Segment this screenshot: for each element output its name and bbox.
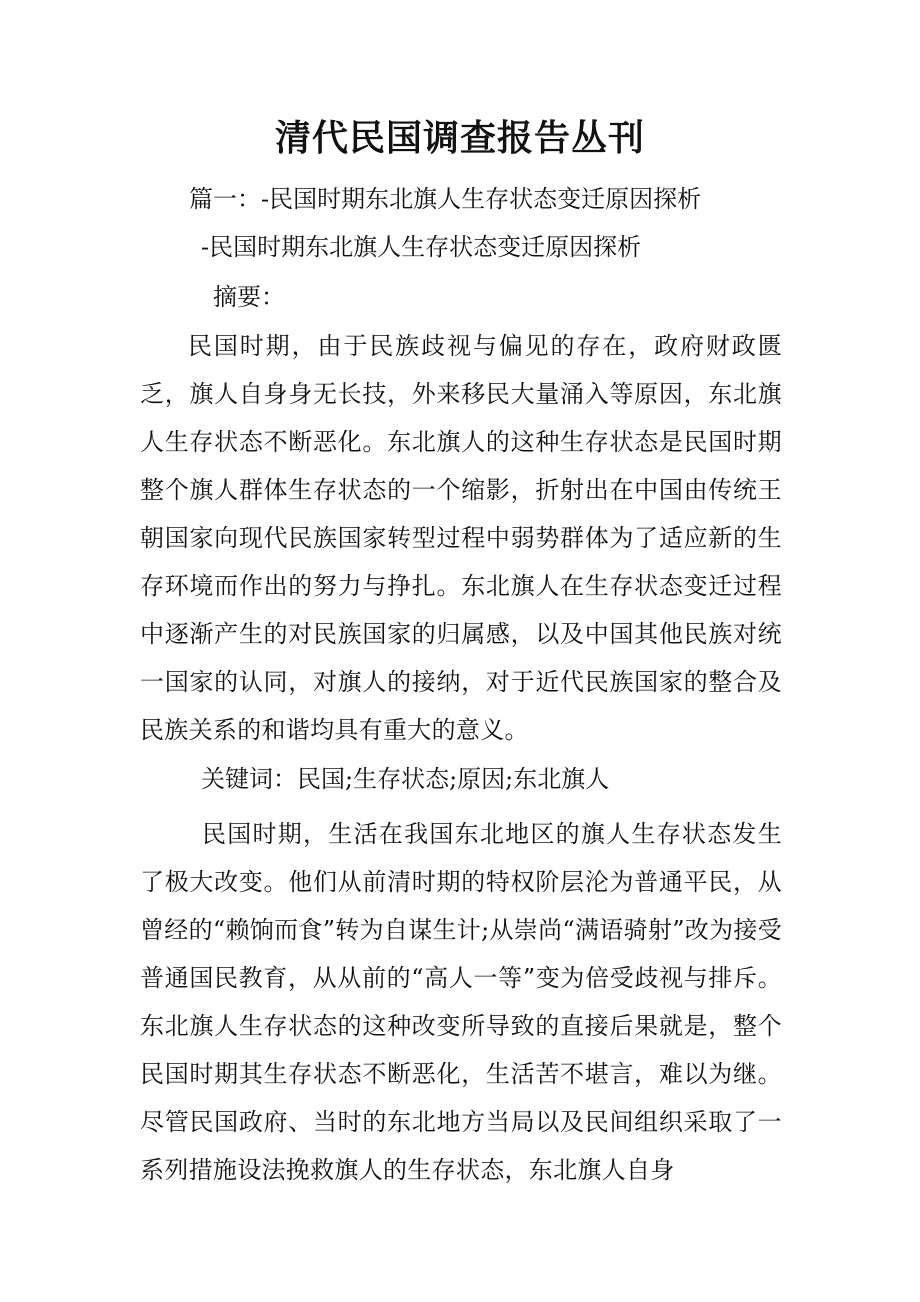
keywords-line: 关键词：民国;生存状态;原因;东北旗人: [201, 765, 610, 793]
article-title: -民国时期东北旗人生存状态变迁原因探析: [201, 233, 642, 261]
section-heading: 篇一：-民国时期东北旗人生存状态变迁原因探析: [189, 185, 702, 213]
body-paragraph: 民国时期，生活在我国东北地区的旗人生存状态发生了极大改变。他们从前清时期的特权阶层沦为普通平民，从曾经的“赖饷而食”转为自谋生计;从崇尚“满语骑射”改为接受普通国民教育，从从前的“高人一等”变为倍受歧视与排斥。东北旗人生存状态的这种改变所导致的直接后果就是，整个民国时期其生存状态不断恶化，生活苦不堪言，难以为继。尽管民国政府、当时的东北地方当局以及民间组织采取了一系列措施设法挽救旗人的生存状态，东北旗人自身: [140, 820, 782, 1184]
document-title: 清代民国调查报告丛刊: [274, 117, 645, 159]
abstract-paragraph: 民国时期，由于民族歧视与偏见的存在，政府财政匮乏，旗人自身身无长技，外来移民大量涌入等原因，东北旗人生存状态不断恶化。东北旗人的这种生存状态是民国时期整个旗人群体生存状态的一个缩影，折射出在中国由传统王朝国家向现代民族国家转型过程中弱势群体为了适应新的生存环境而作出的努力与挣扎。东北旗人在生存状态变迁过程中逐渐产生的对民族国家的归属感，以及中国其他民族对统一国家的认同，对旗人的接纳，对于近代民族国家的整合及民族关系的和谐均具有重大的意义。: [140, 332, 782, 744]
abstract-label: 摘要：: [213, 283, 285, 311]
